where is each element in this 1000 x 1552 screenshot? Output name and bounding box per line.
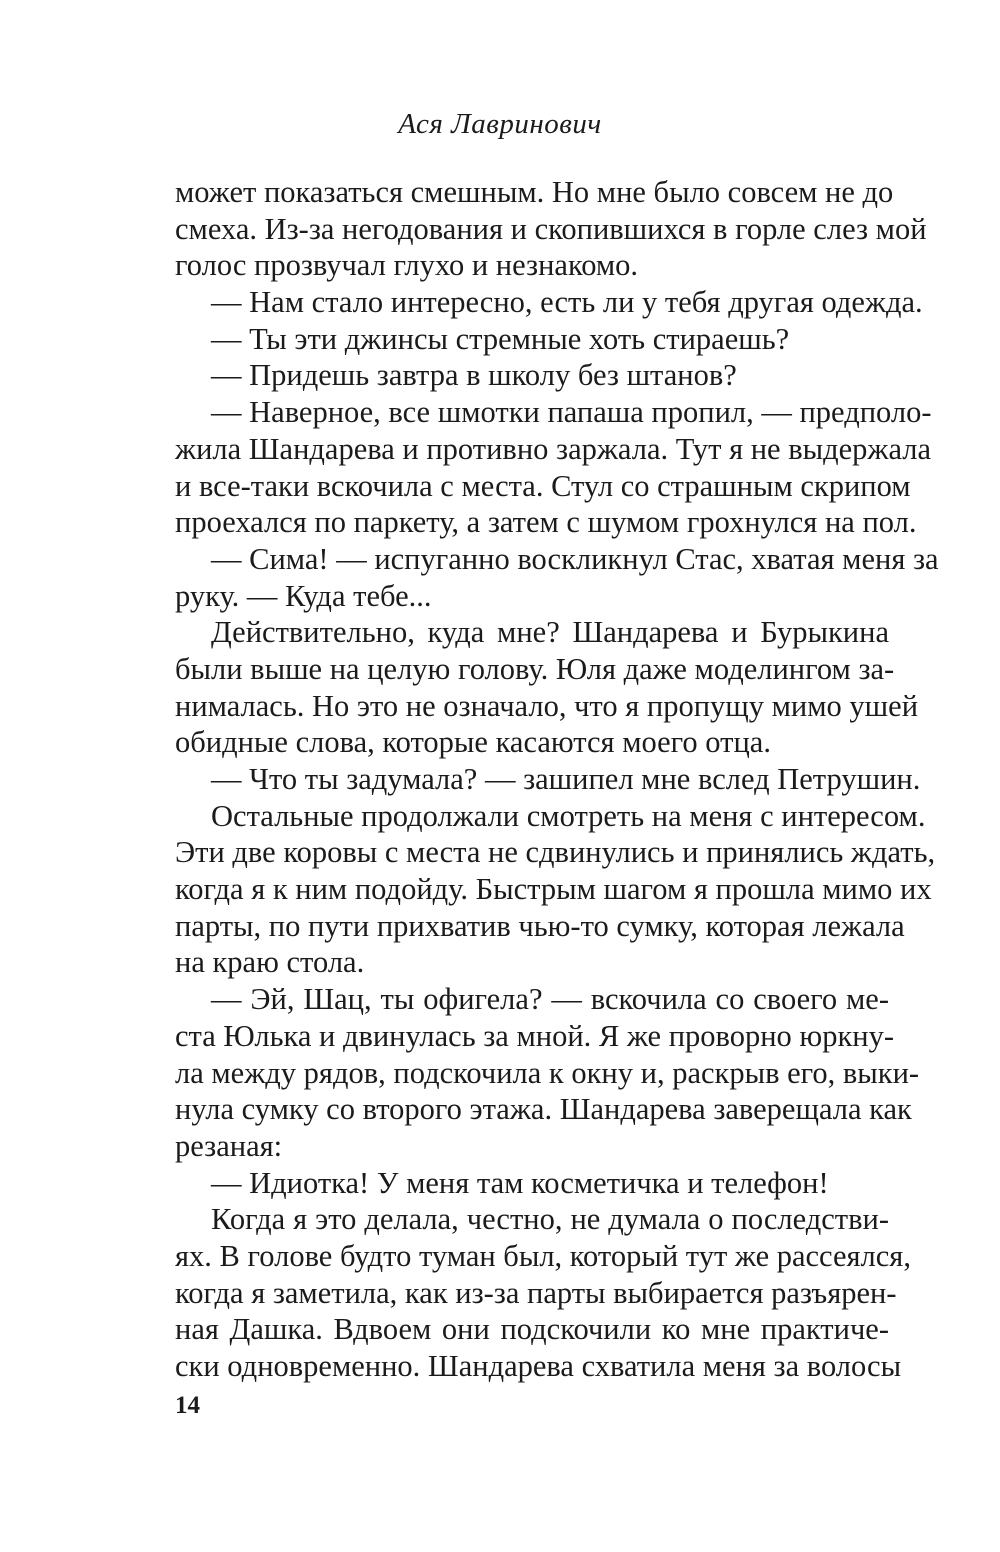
text-line: были выше на целую голову. Юля даже моделингом за- [175, 651, 895, 686]
text-line: — Придешь завтра в школу без штанов? [211, 358, 737, 393]
text-line: Когда я это делала, честно, не думала о последстви- [211, 1202, 889, 1237]
text-line: — Идиотка! У меня там косметичка и телефон! [211, 1165, 829, 1200]
text-line: ях. В голове будто туман был, который тут же рассеялся, [175, 1238, 911, 1273]
text-line: ная Дашка. Вдвоем они подскочили ко мне практиче- [175, 1312, 889, 1347]
text-line: может показаться смешным. Но мне было совсем не до [175, 175, 894, 209]
text-line: нула сумку со второго этажа. Шандарева заверещала как [175, 1092, 912, 1127]
text-line: руку. — Куда тебе... [175, 578, 432, 613]
text-line: голос прозвучал глухо и незнакомо. [175, 248, 639, 283]
text-line: ла между рядов, подскочила к окну и, раскрыв его, выки- [175, 1055, 920, 1090]
text-line: — Эй, Шац, ты офигела? — вскочила со своего ме- [211, 982, 889, 1017]
text-line: резаная: [175, 1128, 283, 1163]
text-line: парты, по пути прихватив чью-то сумку, которая лежала [175, 908, 905, 943]
text-line: — Ты эти джинсы стремные хоть стираешь? [211, 321, 790, 356]
text-line: и все-таки вскочила с места. Стул со страшным скрипом [175, 468, 911, 503]
page-number: 14 [175, 1392, 200, 1419]
text-line: когда я заметила, как из-за парты выбирается разъярен- [175, 1275, 897, 1310]
text-line: жила Шандарева и противно заржала. Тут я не выдержала [175, 431, 932, 466]
text-line: на краю стола. [175, 945, 365, 980]
running-header-author: Ася Лавринович [398, 108, 602, 140]
text-line: ски одновременно. Шандарева схватила меня за волосы [175, 1349, 902, 1383]
text-line: — Нам стало интересно, есть ли у тебя другая одежда. [211, 285, 923, 320]
text-line: проехался по паркету, а затем с шумом грохнулся на пол. [175, 505, 917, 540]
text-line: обидные слова, которые касаются моего отца. [175, 725, 771, 760]
text-line: — Что ты задумала? — зашипел мне вслед Петрушин. [211, 762, 921, 796]
text-line: смеха. Из-за негодования и скопившихся в горле слез мой [175, 211, 927, 246]
text-line: когда я к ним подойду. Быстрым шагом я прошла мимо их [175, 872, 932, 907]
text-line: — Сима! — испуганно воскликнул Стас, хватая меня за [211, 541, 939, 576]
text-line: ста Юлька и двинулась за мной. Я же проворно юркну- [175, 1018, 894, 1053]
text-line: — Наверное, все шмотки папаша пропил, — предполо- [211, 395, 932, 430]
text-line: Действительно, куда мне? Шандарева и Бурыкина [211, 615, 889, 650]
text-line: Эти две коровы с места не сдвинулись и принялись ждать, [175, 835, 936, 870]
text-line: нималась. Но это не означало, что я пропущу мимо ушей [175, 688, 919, 723]
body-text [175, 174, 939, 1385]
text-line: Остальные продолжали смотреть на меня с интересом. [211, 798, 926, 833]
